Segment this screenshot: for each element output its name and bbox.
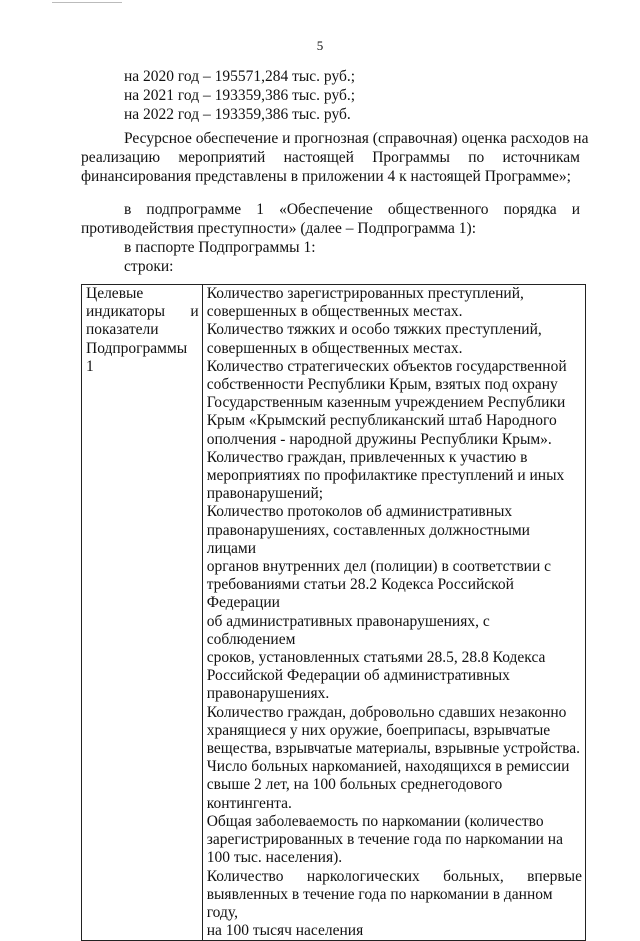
indicator-line: Государственным казенным учреждением Республики bbox=[206, 394, 566, 412]
indicator-line: собственности Республики Крым, взятых под охрану bbox=[206, 376, 558, 394]
para1-line1: Ресурсное обеспечение и прогнозная (справочная) оценка расходов на bbox=[124, 130, 589, 147]
para1-line2 bbox=[81, 148, 580, 167]
indicator-item bbox=[207, 285, 582, 321]
indicator-item bbox=[207, 503, 582, 703]
word: по bbox=[468, 149, 485, 166]
indicator-line: Количество тяжких и особо тяжких преступлений, bbox=[206, 321, 542, 339]
indicator-line: на 100 тысяч населения bbox=[206, 922, 364, 940]
para2-line2: противодействия преступности» (далее – Подпрограмма 1): bbox=[81, 220, 477, 237]
indicator-item bbox=[207, 704, 582, 759]
indicator-line: требованиями статьи 28.2 Кодекса Российской Федерации bbox=[206, 576, 514, 612]
indicator-line: Число больных наркоманией, находящихся в ремиссии bbox=[206, 758, 570, 776]
para1-line3: финансирования представлены в приложении 4 к настоящей Программе»; bbox=[81, 168, 571, 185]
label-cell bbox=[82, 285, 203, 941]
indicator-line: совершенных в общественных местах. bbox=[206, 303, 463, 321]
word: «Обеспечение bbox=[279, 201, 373, 218]
indicator-line: Количество зарегистрированных преступлений, bbox=[206, 285, 524, 302]
word: наркологических bbox=[306, 867, 420, 885]
scan-edge-mark bbox=[52, 2, 122, 3]
funding-2021: на 2021 год – 193359,386 тыс. руб.; bbox=[124, 87, 356, 104]
indicator-line: Количество протоколов об административных bbox=[206, 503, 513, 521]
indicator-line: правонарушений; bbox=[206, 485, 324, 503]
indicator-item bbox=[207, 449, 582, 504]
indicator-line: контингента. bbox=[206, 794, 292, 812]
word: порядка bbox=[503, 201, 557, 218]
indicators-table bbox=[81, 284, 586, 941]
indicator-line: совершенных в общественных местах. bbox=[206, 339, 463, 357]
para2-line3: в паспорте Подпрограммы 1: bbox=[124, 239, 316, 256]
indicator-line: 100 тыс. населения). bbox=[206, 849, 343, 867]
indicator-line: Российской Федерации об административных bbox=[206, 667, 510, 685]
indicator-line: сроков, установленных статьями 28.5, 28.8 Кодекса bbox=[206, 649, 546, 667]
word: подпрограмме bbox=[146, 201, 242, 218]
indicator-line bbox=[207, 868, 582, 886]
indicator-line: правонарушениях. bbox=[206, 685, 330, 703]
word: общественного bbox=[387, 201, 489, 218]
indicator-item bbox=[207, 321, 582, 357]
word: 1 bbox=[256, 201, 264, 218]
indicators-list-cell bbox=[202, 285, 585, 941]
funding-2022: на 2022 год – 193359,386 тыс. руб. bbox=[124, 106, 351, 123]
indicator-line: Крым «Крымский республиканский штаб Народного bbox=[206, 412, 557, 430]
label-line-row bbox=[86, 303, 199, 321]
word: источникам bbox=[502, 149, 580, 166]
word: реализацию bbox=[81, 149, 161, 166]
word: Количество bbox=[206, 867, 284, 885]
indicator-item bbox=[207, 813, 582, 868]
label-line: показатели bbox=[86, 321, 159, 339]
indicator-item bbox=[207, 358, 582, 449]
indicator-item bbox=[207, 758, 582, 813]
indicator-line: мероприятиях по профилактике преступлений и иных bbox=[206, 467, 565, 485]
indicator-line: правонарушениях, составленных должностными лицами bbox=[206, 521, 530, 557]
indicator-line: зарегистрированных в течение года по наркомании на bbox=[206, 831, 563, 849]
label-line: индикаторы bbox=[86, 303, 166, 321]
table-row bbox=[82, 285, 586, 941]
word: впервые bbox=[527, 867, 582, 885]
funding-2020: на 2020 год – 195571,284 тыс. руб.; bbox=[124, 68, 356, 85]
word: Программы bbox=[372, 149, 450, 166]
page-number: 5 bbox=[316, 38, 324, 53]
word: больных, bbox=[443, 867, 504, 885]
indicator-item bbox=[207, 868, 582, 941]
para2-line4: строки: bbox=[124, 258, 174, 275]
indicator-line: об административных правонарушениях, с соблюдением bbox=[206, 612, 490, 648]
indicator-line: свыше 2 лет, на 100 больных среднегодового bbox=[206, 776, 503, 794]
indicator-line: Общая заболеваемость по наркомании (количество bbox=[206, 812, 544, 830]
label-line: Подпрограммы 1 bbox=[86, 339, 188, 375]
label-line: Целевые bbox=[86, 285, 144, 302]
indicator-line: ополчения - народной дружины Республики Крым». bbox=[206, 430, 552, 448]
indicator-line: выявленных в течение года по наркомании в данном году, bbox=[206, 885, 553, 921]
indicator-line: Количество граждан, привлеченных к участию в bbox=[206, 448, 528, 466]
word: настоящей bbox=[283, 149, 354, 166]
indicator-line: вещества, взрывчатые материалы, взрывные устройства. bbox=[206, 740, 581, 758]
indicator-line: Количество стратегических объектов государственной bbox=[206, 357, 567, 375]
word: в bbox=[124, 201, 132, 218]
indicator-line: органов внутренних дел (полиции) в соответствии с bbox=[206, 558, 552, 576]
para2-line1 bbox=[124, 200, 580, 219]
word: мероприятий bbox=[178, 149, 266, 166]
indicator-line: Количество граждан, добровольно сдавших незаконно bbox=[206, 703, 567, 721]
word: и bbox=[571, 201, 580, 218]
label-line: и bbox=[190, 303, 199, 321]
indicator-line: хранящиеся у них оружие, боеприпасы, взрывчатые bbox=[206, 721, 551, 739]
